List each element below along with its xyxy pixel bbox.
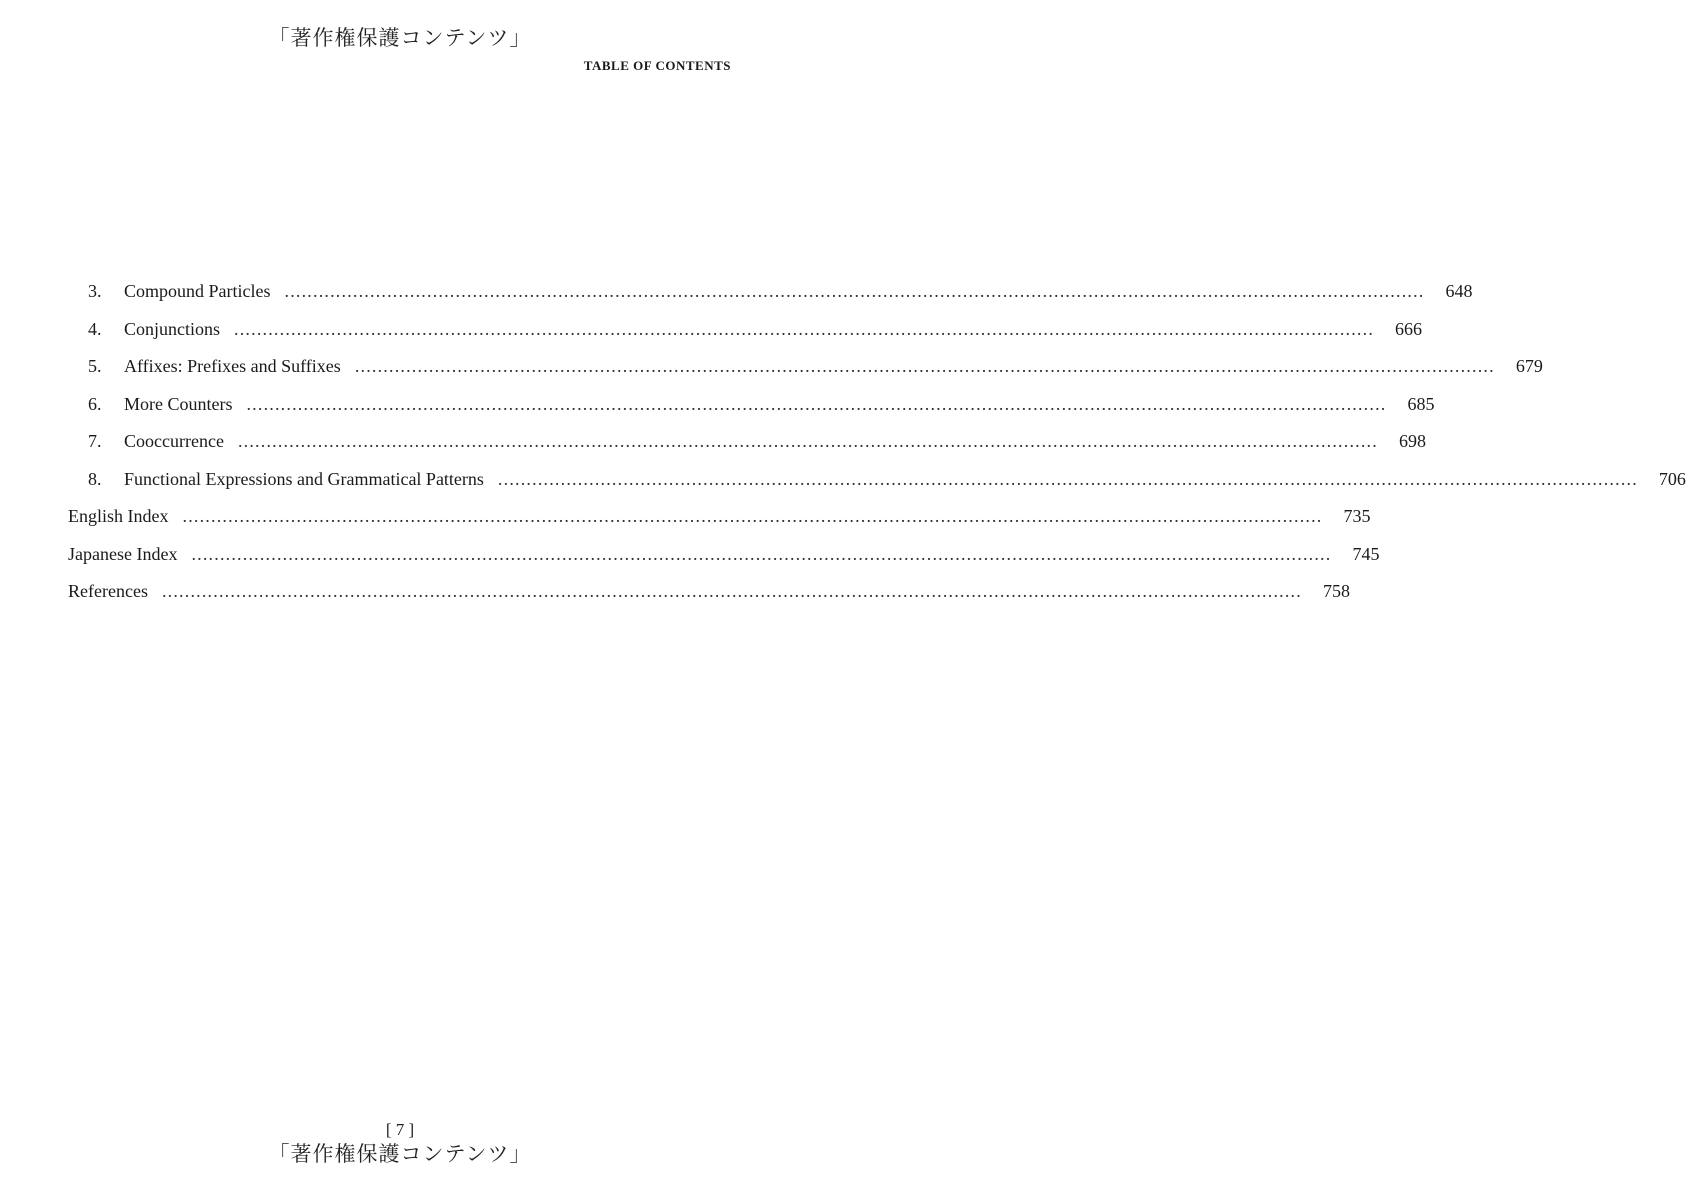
toc-dot-leader: ........................................................................................................................................................................................................ <box>182 506 1323 526</box>
toc-entry-page: 706 <box>1658 468 1686 489</box>
toc-entry-page: 666 <box>1395 318 1423 339</box>
toc-entry-title: Functional Expressions and Grammatical Patterns <box>124 468 484 489</box>
copyright-watermark-top: 「著作権保護コンテンツ」 <box>268 26 532 50</box>
running-head: TABLE OF CONTENTS <box>583 58 731 73</box>
toc-entry[interactable] <box>68 465 1686 503</box>
toc-entry[interactable] <box>68 427 1426 465</box>
toc-entry[interactable] <box>68 390 1435 428</box>
toc-entry-title: Compound Particles <box>124 281 271 301</box>
toc-entry-title: English Index <box>68 506 169 526</box>
toc-dot-leader: ........................................................................................................................................................................................................ <box>284 281 1425 301</box>
toc-entry[interactable] <box>68 315 1423 353</box>
toc-entry-number: 3. <box>88 281 102 301</box>
toc-dot-leader: ........................................................................................................................................................................................................ <box>234 318 1375 339</box>
toc-entry-number: 4. <box>88 318 102 339</box>
toc-entry-title: More Counters <box>124 393 233 414</box>
toc-entry-page: 648 <box>1445 281 1473 301</box>
page-number: [ 7 ] <box>385 1120 415 1139</box>
toc-dot-leader: ........................................................................................................................................................................................................ <box>497 468 1638 489</box>
toc-entry[interactable] <box>68 540 1380 578</box>
toc-entry-page: 735 <box>1343 506 1371 526</box>
toc-entry-page: 685 <box>1407 393 1435 414</box>
toc-dot-leader: ........................................................................................................................................................................................................ <box>246 393 1387 414</box>
toc-entry-title: Japanese Index <box>68 543 178 564</box>
toc-entry[interactable] <box>68 277 1473 315</box>
toc-entry-title: Affixes: Prefixes and Suffixes <box>124 356 341 376</box>
table-of-contents <box>68 277 1686 615</box>
toc-entry-number: 8. <box>88 468 102 489</box>
toc-entry[interactable] <box>68 352 1543 390</box>
toc-entry-number: 6. <box>88 393 102 414</box>
toc-entry-title: Conjunctions <box>124 318 221 339</box>
toc-entry-page: 758 <box>1322 581 1350 601</box>
toc-entry-page: 698 <box>1398 431 1426 451</box>
toc-entry-title: References <box>68 581 148 601</box>
toc-entry[interactable] <box>68 502 1371 540</box>
copyright-watermark-bottom: 「著作権保護コンテンツ」 <box>268 1142 532 1166</box>
toc-entry-page: 679 <box>1515 356 1543 376</box>
toc-dot-leader: ........................................................................................................................................................................................................ <box>191 543 1332 564</box>
toc-dot-leader: ........................................................................................................................................................................................................ <box>354 356 1495 376</box>
toc-entry[interactable] <box>68 577 1350 615</box>
toc-entry-number: 5. <box>88 356 102 376</box>
toc-dot-leader: ........................................................................................................................................................................................................ <box>237 431 1378 451</box>
toc-dot-leader: ........................................................................................................................................................................................................ <box>161 581 1302 601</box>
toc-entry-page: 745 <box>1352 543 1380 564</box>
toc-entry-number: 7. <box>88 431 102 451</box>
toc-entry-title: Cooccurrence <box>124 431 224 451</box>
